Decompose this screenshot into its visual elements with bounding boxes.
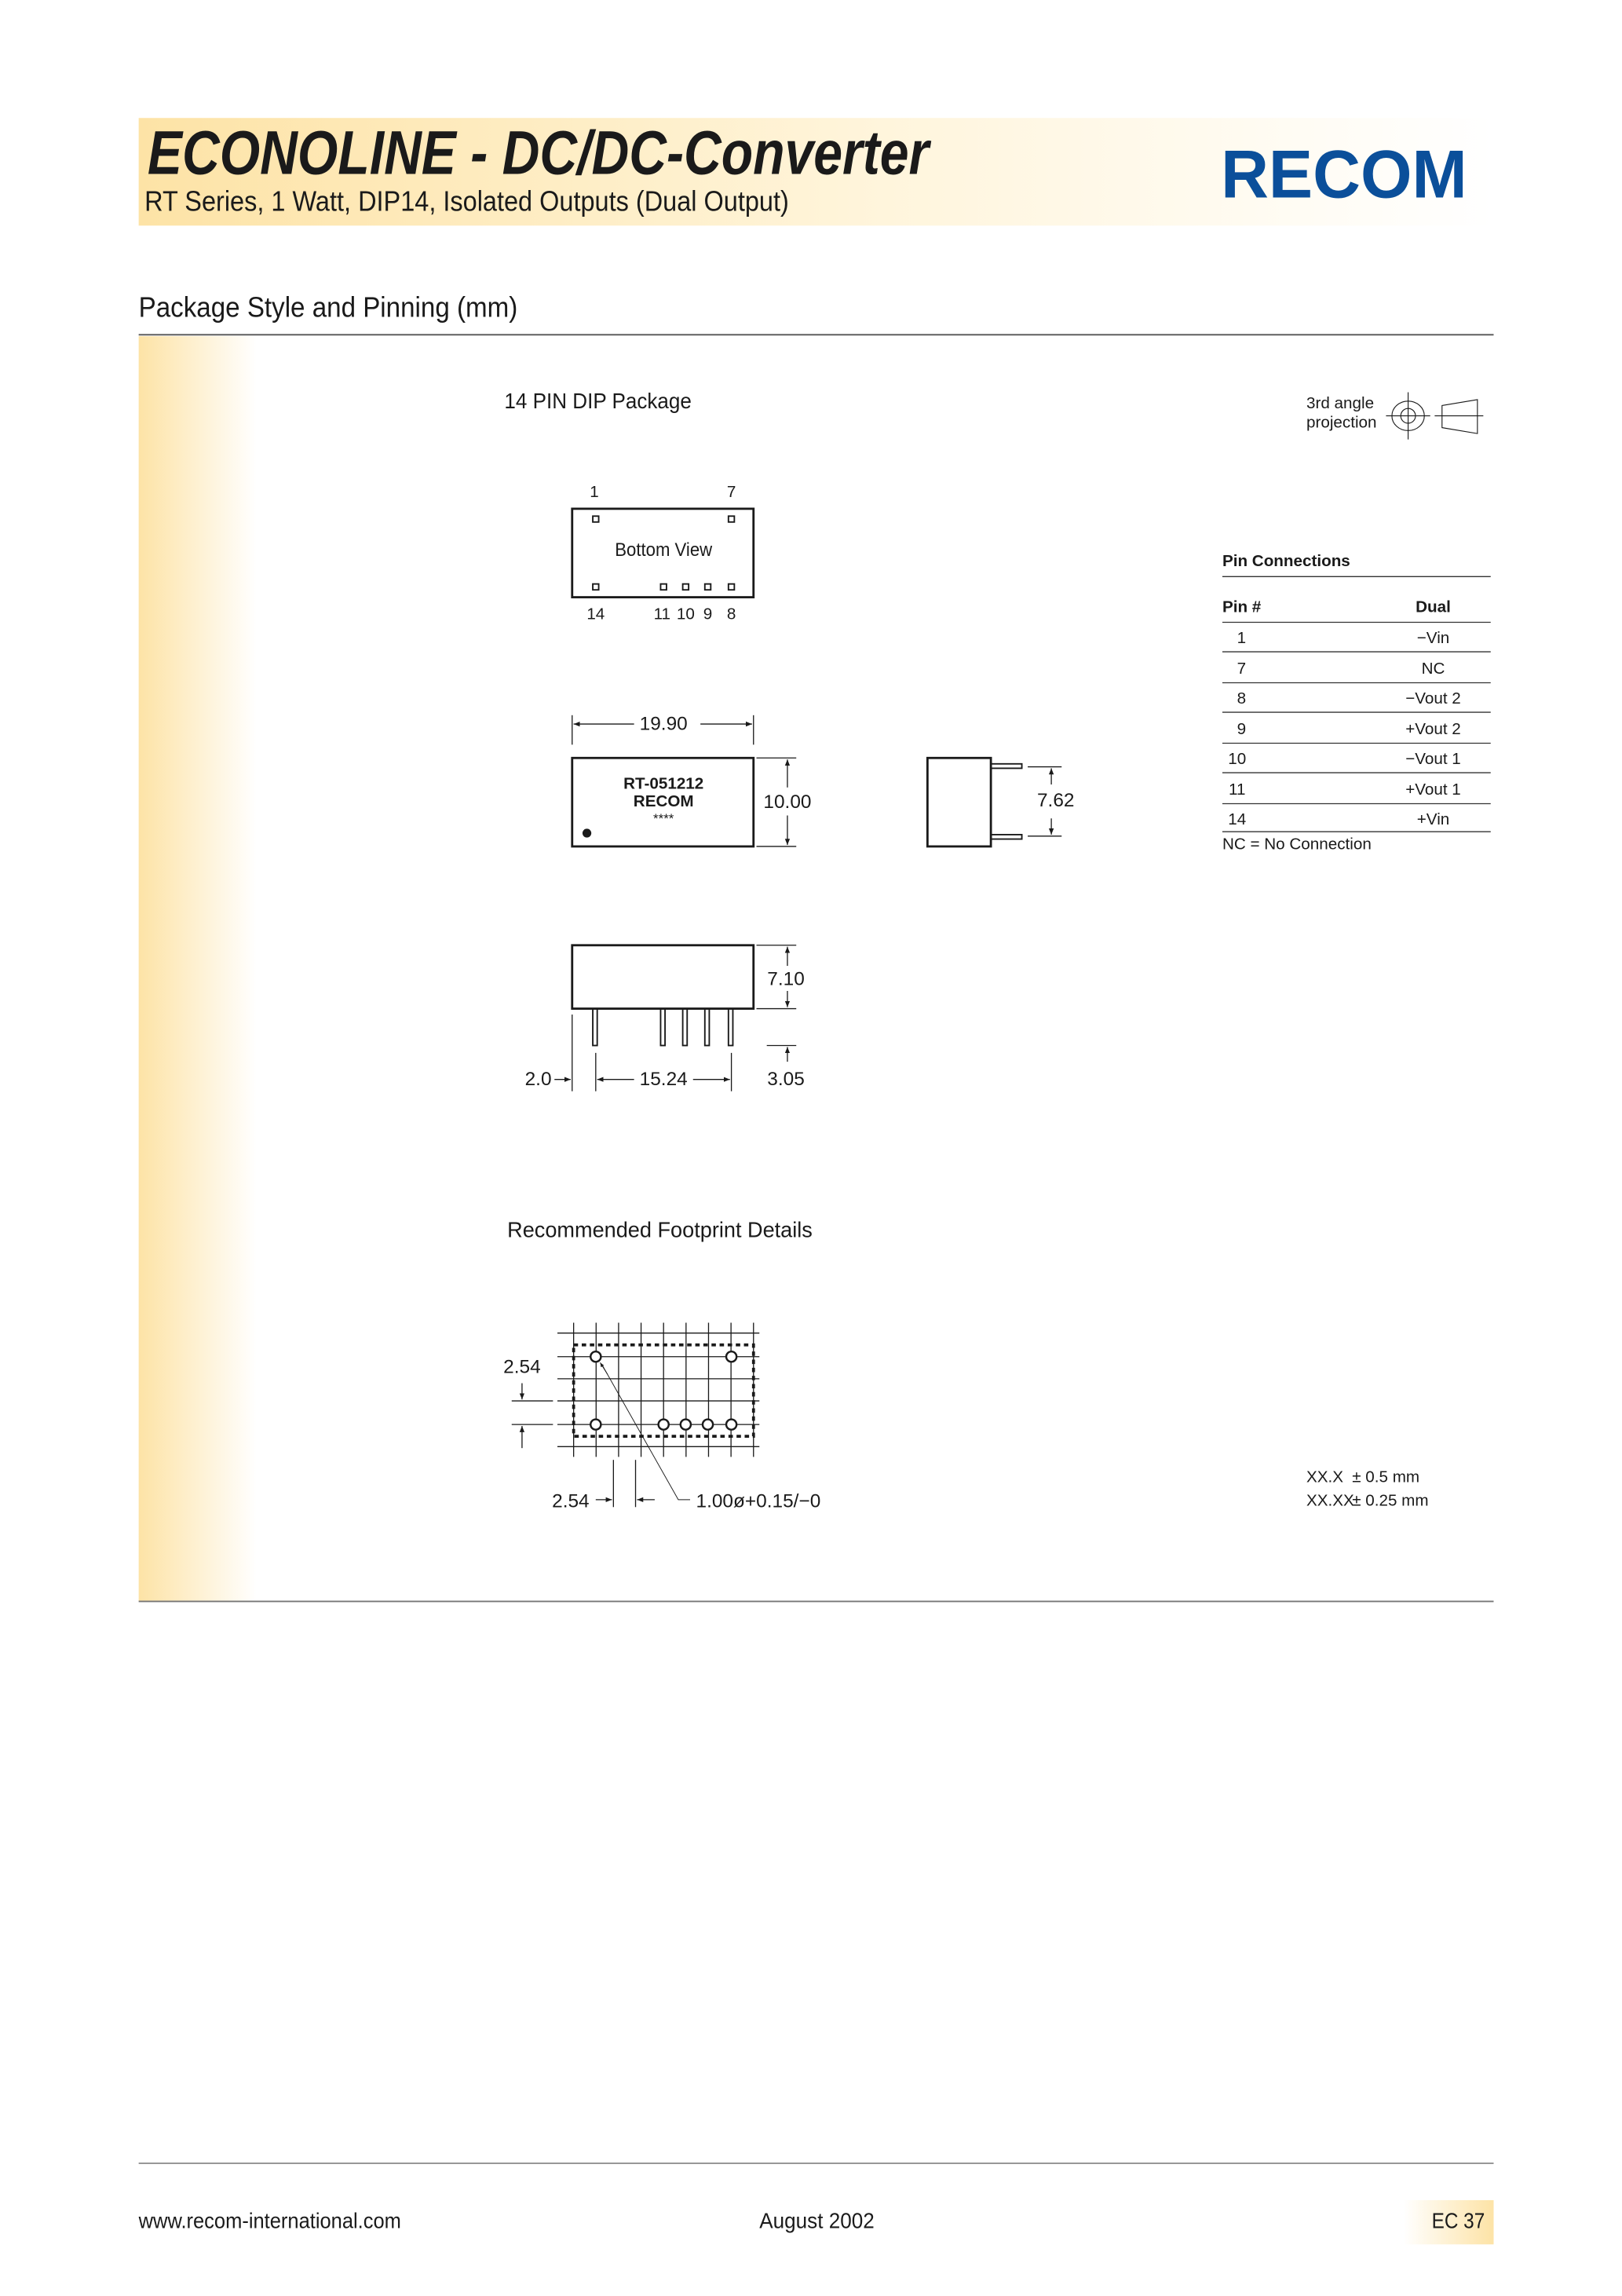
pin-label: 14 (586, 605, 605, 623)
projection-label-2: projection (1306, 413, 1377, 432)
tolerance-note (1306, 1468, 1429, 1509)
doc-title: ECONOLINE - DC/DC-Converter (147, 118, 932, 188)
pin-number: 7 (1237, 660, 1247, 678)
pin-number: 10 (1228, 749, 1247, 768)
dim-width: 10.00 (763, 792, 812, 813)
footprint-hole-spec: 1.00ø+0.15/−0 (696, 1490, 821, 1512)
doc-subtitle: RT Series, 1 Watt, DIP14, Isolated Outputs (Dual Output) (144, 185, 789, 218)
third-angle-projection-icon (1386, 393, 1483, 440)
pin-label: 9 (703, 605, 713, 623)
hole-icon (726, 1351, 736, 1362)
footprint-title: Recommended Footprint Details (507, 1217, 813, 1242)
tolerance-value: ± 0.25 mm (1352, 1491, 1429, 1510)
pin-number: 8 (1237, 689, 1247, 707)
pin-number: 14 (1228, 810, 1247, 828)
marking-code: **** (653, 810, 674, 826)
pin-label: 10 (676, 605, 695, 623)
pin1-dot-icon (583, 828, 591, 837)
recom-logo: RECOM (1221, 137, 1467, 213)
hole-icon (703, 1420, 713, 1430)
pin-function: +Vout 2 (1405, 720, 1461, 739)
section-title: Package Style and Pinning (mm) (138, 291, 518, 324)
dim-row-spacing: 7.62 (1036, 790, 1075, 812)
pin-label: 7 (726, 482, 736, 501)
tolerance-format: XX.X (1306, 1468, 1344, 1486)
top-view-drawing (572, 714, 812, 846)
pin-function: NC (1421, 660, 1445, 678)
pin-table-header-pin: Pin # (1222, 598, 1262, 616)
footer-url[interactable]: www.recom-international.com (137, 2208, 401, 2233)
side-view-drawing (927, 758, 1074, 846)
footprint-pitch-h: 2.54 (552, 1490, 590, 1512)
pin-label: 1 (590, 482, 599, 501)
pin-connections-table (1222, 552, 1491, 854)
hole-icon (590, 1351, 601, 1362)
projection-label-1: 3rd angle (1306, 394, 1375, 413)
pin-label: 11 (653, 605, 671, 623)
hole-icon (726, 1420, 736, 1430)
bottom-view-drawing (572, 483, 754, 623)
pin-function: −Vin (1416, 628, 1450, 647)
footprint-pitch-v: 2.54 (503, 1356, 541, 1378)
tolerance-value: ± 0.5 mm (1352, 1468, 1420, 1486)
pin-number: 1 (1237, 628, 1247, 647)
hole-icon (681, 1420, 691, 1430)
hole-icon (590, 1420, 601, 1430)
dim-pin-offset: 2.0 (524, 1069, 552, 1091)
marking-brand: RECOM (633, 792, 694, 811)
package-title: 14 PIN DIP Package (504, 389, 692, 414)
pin-function: +Vout 1 (1405, 781, 1461, 799)
pin-number: 9 (1237, 720, 1247, 739)
front-view-drawing (525, 945, 805, 1091)
dim-pin-span: 15.24 (639, 1069, 688, 1091)
footer-date: August 2002 (759, 2208, 875, 2233)
header-band (139, 118, 1494, 225)
pin-number: 11 (1229, 781, 1246, 799)
hole-icon (659, 1420, 669, 1430)
pin-function: −Vout 2 (1405, 689, 1461, 707)
footprint-drawing (503, 1323, 820, 1512)
pin-table-header-dual: Dual (1416, 598, 1451, 616)
pin-table-title: Pin Connections (1222, 552, 1350, 571)
dim-height: 7.10 (767, 968, 805, 990)
pin-label: 8 (726, 605, 736, 623)
pin-function: +Vin (1416, 810, 1450, 828)
bottom-view-label: Bottom View (615, 539, 713, 561)
dim-length: 19.90 (639, 713, 688, 735)
dim-pin-length: 3.05 (767, 1069, 805, 1091)
side-strip (139, 336, 257, 1601)
page-number: EC 37 (1431, 2208, 1485, 2233)
marking-part: RT-051212 (623, 774, 704, 793)
pin-table-note: NC = No Connection (1222, 835, 1372, 854)
pin-function: −Vout 1 (1405, 749, 1461, 768)
tolerance-format: XX.XX (1306, 1491, 1354, 1510)
